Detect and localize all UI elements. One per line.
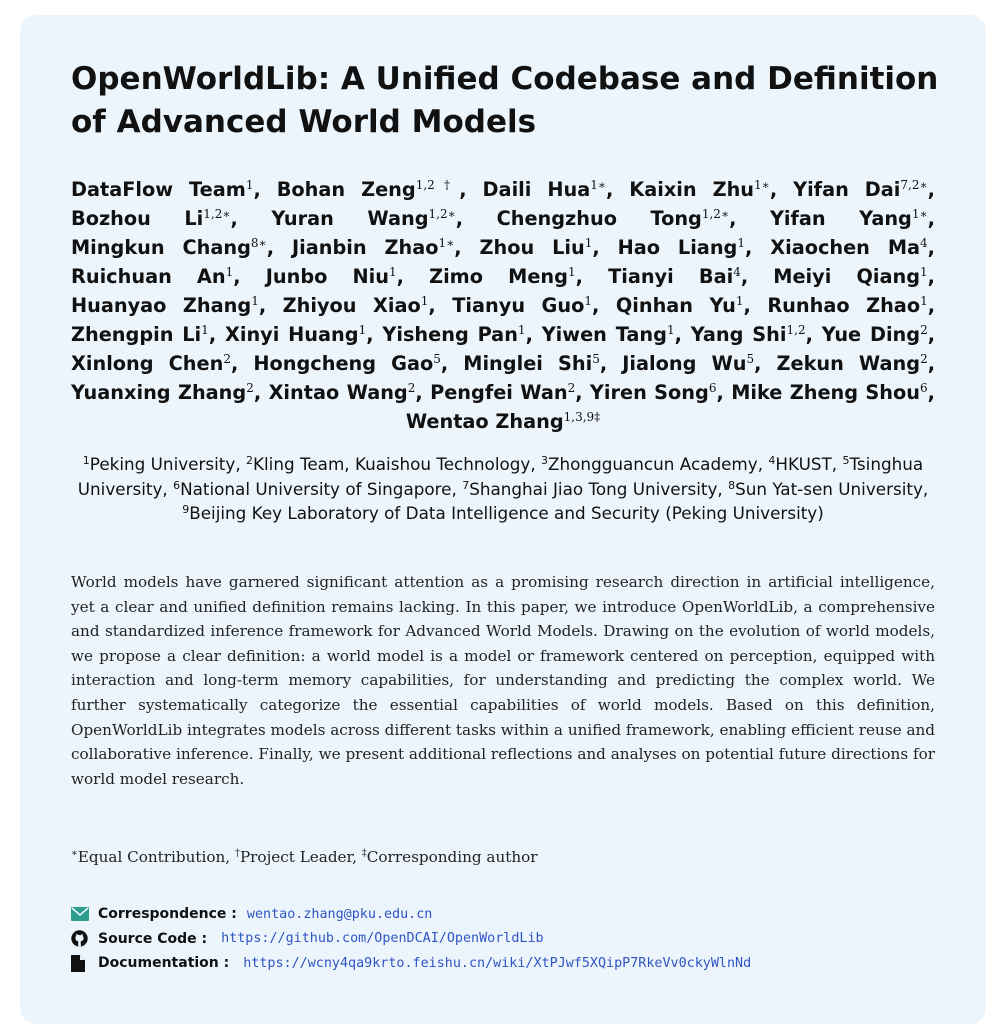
- source-code-link[interactable]: https://github.com/OpenDCAI/OpenWorldLib: [221, 931, 544, 947]
- author: [616, 294, 751, 317]
- author-affiliation-mark: 1: [358, 323, 367, 337]
- author-name: Yifan Dai: [793, 178, 901, 201]
- contribution-notes: [71, 845, 935, 869]
- affiliation-number: 5: [842, 454, 850, 467]
- affiliation-separator: ,: [530, 454, 536, 474]
- author-name: Minglei Shi: [463, 352, 593, 375]
- author-separator: ,: [459, 178, 467, 201]
- author: [430, 381, 582, 404]
- author-separator: ,: [366, 323, 374, 346]
- author: [590, 381, 724, 404]
- author-separator: ,: [743, 294, 751, 317]
- affiliation-name: Peking University: [89, 454, 236, 474]
- affiliation-separator: ,: [831, 454, 838, 474]
- author-name: Qinhan Yu: [615, 294, 736, 317]
- author-affiliation-mark: 4: [733, 265, 741, 279]
- author-separator: ,: [415, 381, 423, 404]
- author-name: Xinlong Chen: [71, 352, 224, 375]
- author-separator: ,: [208, 323, 217, 346]
- correspondence-row: [71, 902, 951, 927]
- author-affiliation-mark: 1: [201, 323, 209, 337]
- github-icon: [71, 930, 89, 948]
- author-affiliation-mark: 1: [735, 294, 744, 308]
- author-name: Xiaochen Ma: [770, 236, 921, 259]
- author-affiliation-mark: 1∗: [911, 207, 928, 221]
- author-affiliation-mark: 2: [920, 352, 928, 366]
- author-affiliation-mark: 6: [920, 381, 928, 395]
- author: [266, 265, 404, 288]
- author-affiliation-mark: 1: [920, 294, 928, 308]
- author: [71, 294, 266, 317]
- author: [542, 323, 682, 346]
- author-affiliation-mark: 2: [223, 352, 231, 366]
- author-name: Meiyi Qiang: [773, 265, 921, 288]
- author-name: Zhiyou Xiao: [282, 294, 421, 317]
- paper-links: [71, 902, 951, 976]
- affiliation-list: [71, 452, 935, 526]
- author-separator: ,: [927, 294, 936, 317]
- author-separator: ,: [729, 207, 737, 230]
- author-separator: ,: [927, 207, 935, 230]
- author-list: [71, 175, 935, 436]
- author-separator: ,: [754, 352, 762, 375]
- author-name: Hao Liang: [617, 236, 738, 259]
- author-separator: ,: [927, 178, 935, 201]
- affiliation-number: 1: [82, 454, 90, 467]
- author-separator: ,: [428, 294, 436, 317]
- author-name: Ruichuan An: [71, 265, 226, 288]
- author: [452, 294, 599, 317]
- author: [225, 323, 374, 346]
- author: [480, 236, 600, 259]
- author-name: Pengfei Wan: [430, 381, 568, 404]
- affiliation-name: Shanghai Jiao Tong University: [469, 478, 718, 499]
- author-name: Yuran Wang: [271, 207, 429, 230]
- author: [71, 265, 241, 288]
- author-affiliation-mark: 6: [708, 381, 717, 395]
- author-affiliation-mark: 1,3,9‡: [563, 410, 601, 424]
- author-affiliation-mark: 8∗: [250, 236, 267, 250]
- author-affiliation-mark: 2: [567, 381, 576, 395]
- author-name: Kaixin Zhu: [629, 178, 755, 201]
- author-name: Zekun Wang: [776, 352, 921, 375]
- author-separator: ,: [230, 207, 238, 230]
- author-separator: ,: [740, 265, 749, 288]
- affiliation-separator: ,: [162, 478, 168, 499]
- author-affiliation-mark: 1: [737, 236, 745, 250]
- author-affiliation-mark: 1: [920, 265, 928, 279]
- author-affiliation-mark: 1∗: [590, 178, 607, 192]
- author-affiliation-mark: 1,2: [786, 323, 806, 337]
- documentation-row: [71, 951, 951, 976]
- author-separator: ,: [716, 381, 724, 404]
- author: [406, 410, 600, 433]
- author-name: Zhou Liu: [479, 236, 585, 259]
- author-name: Tianyu Guo: [452, 294, 585, 317]
- documentation-link[interactable]: https://wcny4qa9krto.feishu.cn/wiki/XtPJwf5XQipP7RkeVv0ckyWlnNd: [243, 955, 752, 971]
- author-affiliation-mark: 1: [388, 265, 397, 279]
- author: [71, 381, 261, 404]
- author-separator: ,: [599, 352, 608, 375]
- author-affiliation-mark: 1,2∗: [203, 207, 231, 221]
- author-affiliation-mark: 5: [746, 352, 755, 366]
- author: [770, 236, 935, 259]
- author: [767, 294, 935, 317]
- author-name: Junbo Niu: [265, 265, 389, 288]
- author-name: Xinyi Huang: [224, 323, 359, 346]
- correspondence-label: Correspondence :: [98, 906, 237, 923]
- author-separator: ,: [927, 352, 936, 375]
- author-name: Jialong Wu: [622, 352, 747, 375]
- affiliation-separator: ,: [235, 454, 241, 474]
- affiliation-number: 8: [728, 478, 736, 492]
- author-name: DataFlow Team: [71, 178, 246, 201]
- author-affiliation-mark: 1: [225, 265, 234, 279]
- author-separator: ,: [592, 294, 600, 317]
- author: [777, 352, 936, 375]
- author-separator: ,: [769, 178, 778, 201]
- author-name: Yang Shi: [690, 323, 787, 346]
- affiliation-separator: ,: [922, 478, 929, 499]
- affiliation-separator: ,: [757, 454, 764, 474]
- author-separator: ,: [454, 236, 462, 259]
- affiliation-name: Sun Yat-sen University: [735, 478, 923, 499]
- author-name: Yisheng Pan: [382, 323, 518, 346]
- author-affiliation-mark: 1: [567, 265, 576, 279]
- author: [292, 236, 462, 259]
- author-name: Tianyi Bai: [608, 265, 734, 288]
- document-icon: [71, 954, 89, 972]
- author: [793, 178, 935, 201]
- author: [770, 207, 935, 230]
- author: [269, 381, 423, 404]
- author-separator: ,: [592, 236, 600, 259]
- author-affiliation-mark: 1,2†: [415, 178, 460, 192]
- author-name: Wentao Zhang: [405, 410, 564, 433]
- author-name: Daili Hua: [482, 178, 591, 201]
- author-affiliation-mark: 1: [584, 236, 593, 250]
- author-separator: ,: [440, 352, 449, 375]
- author-name: Mike Zheng Shou: [731, 381, 921, 404]
- author-separator: ,: [253, 381, 262, 404]
- equal-contribution-mark: ∗: [71, 848, 78, 859]
- author-affiliation-mark: 1: [666, 323, 675, 337]
- author-affiliation-mark: 2: [407, 381, 416, 395]
- affiliation-number: 9: [182, 503, 190, 516]
- affiliation-name: Beijing Key Laboratory of Data Intelligence and Security (Peking University): [189, 503, 824, 523]
- author-affiliation-mark: 1,2∗: [428, 207, 456, 221]
- author-separator: ,: [396, 265, 404, 288]
- author-name: Yiren Song: [589, 381, 709, 404]
- project-leader-text: Project Leader,: [239, 848, 357, 866]
- author-separator: ,: [606, 178, 614, 201]
- author-name: Chengzhuo Tong: [496, 207, 702, 230]
- author-separator: ,: [927, 236, 935, 259]
- affiliation-name: National University of Singapore: [180, 478, 452, 499]
- author-separator: ,: [805, 323, 813, 346]
- affiliation-name: Kling Team, Kuaishou Technology: [253, 454, 531, 474]
- author-affiliation-mark: 5: [592, 352, 600, 366]
- author-separator: ,: [575, 265, 583, 288]
- author-separator: ,: [258, 294, 267, 317]
- author-affiliation-mark: 1: [245, 178, 254, 192]
- author-separator: ,: [455, 207, 464, 230]
- author-separator: ,: [927, 381, 935, 404]
- author: [483, 178, 614, 201]
- author-affiliation-mark: 2: [920, 323, 928, 337]
- affiliation-number: 6: [173, 478, 181, 492]
- affiliation-number: 3: [541, 454, 549, 467]
- author-separator: ,: [674, 323, 682, 346]
- author: [277, 178, 467, 201]
- author-separator: ,: [230, 352, 239, 375]
- affiliation-separator: ,: [451, 478, 457, 499]
- author-name: Zimo Meng: [429, 265, 568, 288]
- author-separator: ,: [233, 265, 241, 288]
- author-name: Hongcheng Gao: [253, 352, 434, 375]
- author-name: Zhengpin Li: [71, 323, 202, 346]
- author-name: Xintao Wang: [268, 381, 408, 404]
- corresponding-author-mark: ‡: [361, 848, 367, 859]
- author-name: Yuanxing Zhang: [71, 381, 247, 404]
- author-name: Yifan Yang: [769, 207, 912, 230]
- author-affiliation-mark: 1: [251, 294, 259, 308]
- author: [71, 352, 238, 375]
- author-affiliation-mark: 5: [433, 352, 441, 366]
- author: [429, 265, 583, 288]
- author: [497, 207, 737, 230]
- author-affiliation-mark: 7,2∗: [900, 178, 928, 192]
- author: [822, 323, 935, 346]
- affiliation-number: 2: [246, 454, 253, 467]
- affiliation-number: 4: [768, 454, 776, 467]
- affiliation-name: Tsinghua University: [77, 454, 924, 499]
- author-separator: ,: [266, 236, 275, 259]
- author-name: Bohan Zeng: [276, 178, 416, 201]
- affiliation-name: HKUST: [775, 454, 832, 474]
- source-code-label: Source Code :: [98, 930, 208, 947]
- author: [731, 381, 935, 404]
- corresponding-author-text: Corresponding author: [366, 848, 538, 866]
- author: [629, 178, 777, 201]
- source-code-row: [71, 927, 951, 952]
- author: [283, 294, 436, 317]
- author-name: Mingkun Chang: [71, 236, 251, 259]
- project-leader-mark: †: [234, 848, 240, 859]
- author-name: Runhao Zhao: [767, 294, 921, 317]
- author: [773, 265, 935, 288]
- mail-icon: [71, 905, 89, 923]
- equal-contribution-text: Equal Contribution,: [77, 848, 231, 866]
- author-separator: ,: [927, 323, 936, 346]
- author: [622, 352, 761, 375]
- author-affiliation-mark: 2: [246, 381, 254, 395]
- author-separator: ,: [525, 323, 533, 346]
- author-name: Yue Ding: [821, 323, 921, 346]
- affiliation-name: Zhongguancun Academy: [548, 454, 758, 474]
- author-separator: ,: [927, 265, 935, 288]
- abstract: World models have garnered significant attention as a promising research direction in artificial intelligence, yet a clear and unified definition remains lacking. In this paper, we introduce OpenWorldLib, a comprehensive and standardized inference framework for Advanced World Models. Drawing on the evolution of world models, we propose a clear definition: a world model is a model or framework centered on perception, equipped with interaction and long-term memory capabilities, for understanding and predicting the complex world. We further systematically categorize the essential capabilities of world models. Based on this definition, OpenWorldLib integrates models across different tasks within a unified framework, enabling efficient reuse and collaborative inference. Finally, we present additional reflections and analyses on potential future directions for world model research.: [71, 573, 935, 788]
- documentation-label: Documentation :: [98, 955, 230, 972]
- author: [463, 352, 607, 375]
- author-affiliation-mark: 1∗: [438, 236, 455, 250]
- author: [71, 207, 238, 230]
- author-affiliation-mark: 1: [584, 294, 592, 308]
- author: [253, 352, 448, 375]
- author: [71, 323, 216, 346]
- author-separator: ,: [575, 381, 583, 404]
- affiliation-number: 7: [462, 478, 470, 492]
- author-separator: ,: [744, 236, 753, 259]
- author-name: Bozhou Li: [71, 207, 204, 230]
- author: [71, 178, 261, 201]
- author: [608, 265, 748, 288]
- author-name: Jianbin Zhao: [291, 236, 439, 259]
- author-name: Yiwen Tang: [541, 323, 667, 346]
- affiliation-separator: ,: [717, 478, 723, 499]
- author: [71, 236, 274, 259]
- author: [691, 323, 813, 346]
- author: [271, 207, 463, 230]
- author: [382, 323, 533, 346]
- author-separator: ,: [253, 178, 261, 201]
- paper-title: OpenWorldLib: A Unified Codebase and Definition of Advanced World Models: [71, 61, 939, 140]
- author-affiliation-mark: 1,2∗: [701, 207, 730, 221]
- correspondence-email-link[interactable]: wentao.zhang@pku.edu.cn: [246, 906, 433, 922]
- author: [618, 236, 753, 259]
- author-name: Huanyao Zhang: [71, 294, 252, 317]
- author-affiliation-mark: 1: [517, 323, 526, 337]
- author-affiliation-mark: 1: [420, 294, 429, 308]
- author-affiliation-mark: 1∗: [754, 178, 770, 192]
- author-affiliation-mark: 4: [920, 236, 928, 250]
